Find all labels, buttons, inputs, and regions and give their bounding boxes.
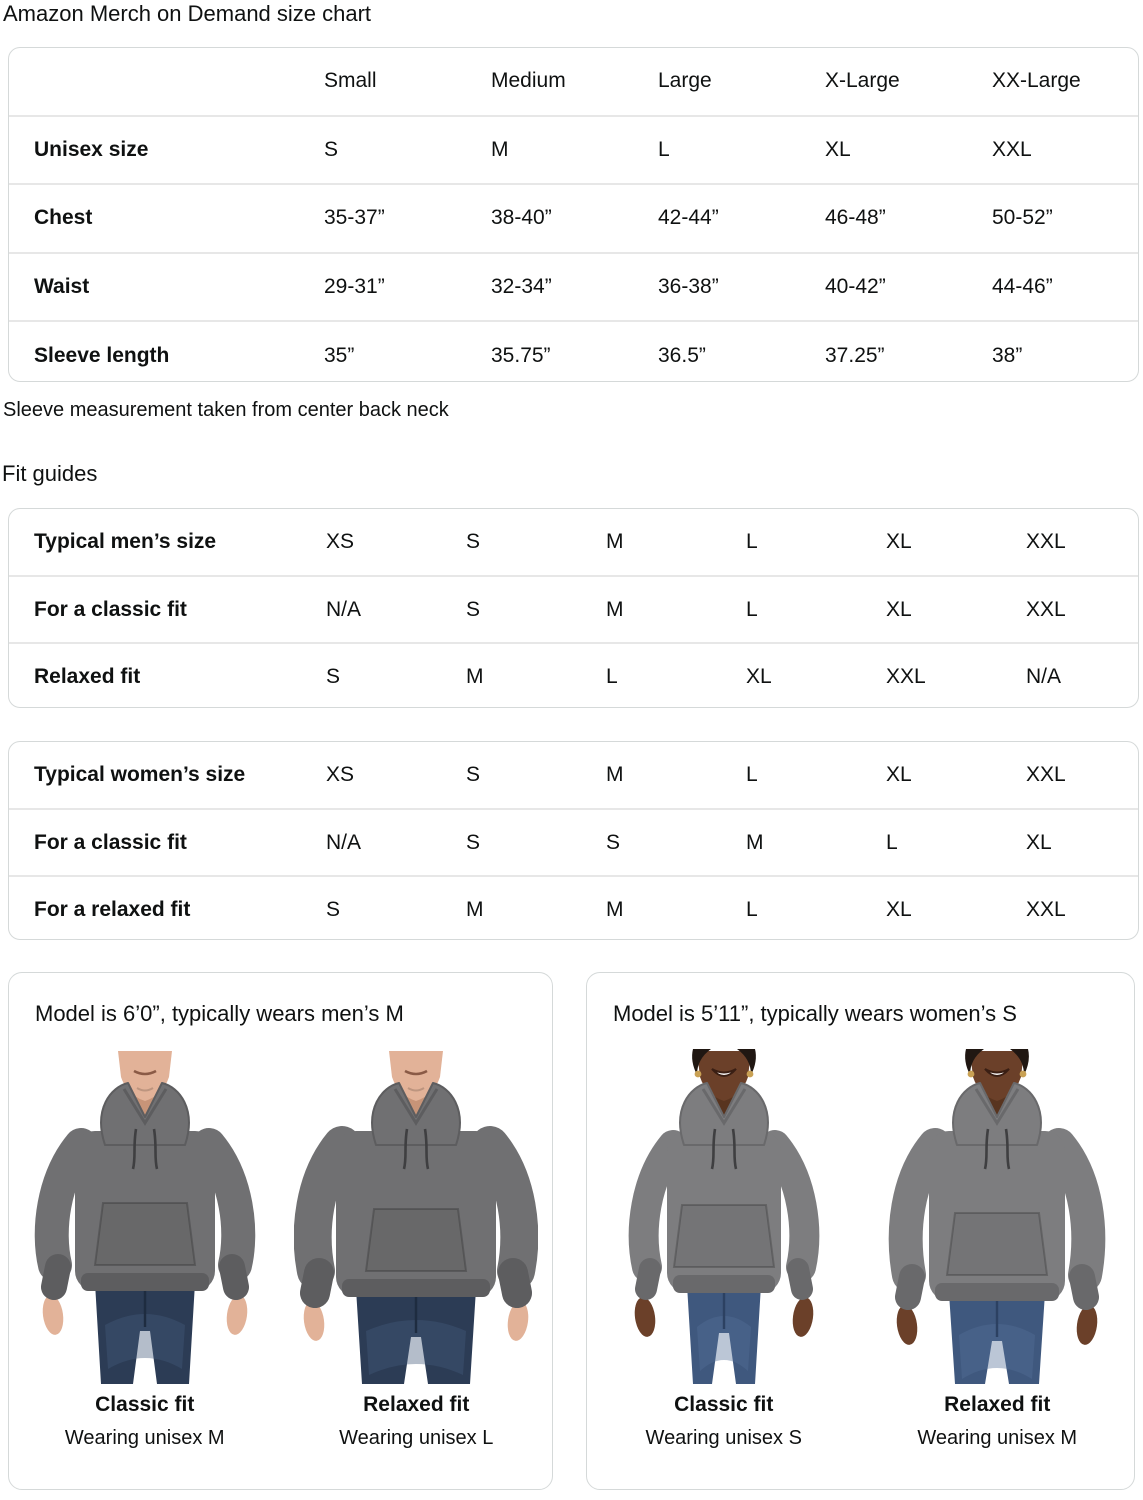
value-cell: S [466,762,481,786]
table-row [9,742,1138,808]
value-cell: 38-40” [491,206,552,230]
value-cell: M [466,898,484,922]
value-cell: XXL [1026,898,1066,922]
value-cell: N/A [326,597,362,621]
size-chart-table [8,47,1139,382]
fit-type-label: Relaxed fit [944,1393,1051,1416]
womens-model-figures [587,1039,1134,1450]
value-cell: L [746,529,758,553]
wearing-size-label: Wearing unisex L [339,1427,494,1449]
value-cell: XL [886,898,912,922]
model-figure-classic [9,1039,281,1450]
mens-model-figures [9,1039,552,1450]
column-header: Large [658,69,712,93]
value-cell: M [746,830,764,854]
value-cell: XS [326,762,355,786]
value-cell: XL [746,665,772,689]
value-cell: 36-38” [658,275,719,299]
value-cell: L [746,898,758,922]
table-row [9,875,1138,940]
value-cell: XXL [1026,762,1066,786]
value-cell: S [324,137,339,161]
mens-model-card [8,972,553,1490]
value-cell: 46-48” [825,206,886,230]
value-cell: 37.25” [825,343,885,367]
value-cell: M [606,762,624,786]
value-cell: M [606,597,624,621]
value-cell: XL [886,529,912,553]
value-cell: 36.5” [658,343,706,367]
value-cell: N/A [1026,665,1062,689]
value-cell: S [326,665,341,689]
value-cell: L [606,665,618,689]
value-cell: 32-34” [491,275,552,299]
value-cell: 40-42” [825,275,886,299]
value-cell: M [491,137,509,161]
column-header: Small [324,69,377,93]
row-label: Chest [34,206,93,230]
table-row [9,509,1138,575]
womens-model-heading: Model is 5’11”, typically wears women’s S [613,1001,1017,1026]
value-cell: XXL [886,665,926,689]
column-header: X-Large [825,69,900,93]
page-title: Amazon Merch on Demand size chart [3,1,372,26]
value-cell: XL [1026,830,1052,854]
table-row [9,575,1138,643]
value-cell: 42-44” [658,206,719,230]
value-cell: M [606,898,624,922]
row-label: Typical women’s size [34,762,246,786]
column-header: Medium [491,69,566,93]
model-figure-relaxed [861,1039,1135,1450]
value-cell: S [466,830,481,854]
row-label: For a classic fit [34,597,187,621]
value-cell: L [886,830,898,854]
table-row [9,808,1138,876]
model-photo [281,1039,553,1387]
value-cell: XXL [1026,529,1066,553]
value-cell: XS [326,529,355,553]
model-photo [587,1039,861,1387]
table-row [9,115,1138,184]
value-cell: M [606,529,624,553]
value-cell: XL [825,137,851,161]
value-cell: 44-46” [992,275,1053,299]
value-cell: S [326,898,341,922]
fit-guides-heading: Fit guides [2,461,98,486]
value-cell: N/A [326,830,362,854]
value-cell: L [746,597,758,621]
value-cell: 35-37” [324,206,385,230]
value-cell: XL [886,597,912,621]
table-row [9,320,1138,382]
fit-type-label: Relaxed fit [363,1393,470,1416]
womens-fit-table [8,741,1139,940]
value-cell: S [466,529,481,553]
model-figure-classic [587,1039,861,1450]
wearing-size-label: Wearing unisex S [645,1427,802,1449]
mens-fit-table [8,508,1139,708]
womens-model-card [586,972,1135,1490]
row-label: For a relaxed fit [34,898,191,922]
mens-model-heading: Model is 6’0”, typically wears men’s M [35,1001,404,1026]
table-header-row [9,48,1138,115]
value-cell: L [658,137,670,161]
sleeve-measurement-note: Sleeve measurement taken from center back neck [3,399,449,421]
model-figure-relaxed [281,1039,553,1450]
row-label: Unisex size [34,137,149,161]
row-label: For a classic fit [34,830,187,854]
value-cell: XL [886,762,912,786]
table-row [9,642,1138,708]
value-cell: 50-52” [992,206,1053,230]
row-label: Typical men’s size [34,529,217,553]
value-cell: S [466,597,481,621]
value-cell: S [606,830,621,854]
wearing-size-label: Wearing unisex M [917,1427,1078,1449]
table-row [9,183,1138,252]
model-photo [9,1039,281,1387]
value-cell: M [466,665,484,689]
value-cell: XXL [1026,597,1066,621]
row-label: Sleeve length [34,343,170,367]
column-header: XX-Large [992,69,1081,93]
value-cell: 38” [992,343,1023,367]
value-cell: 35.75” [491,343,551,367]
value-cell: 29-31” [324,275,385,299]
value-cell: XXL [992,137,1032,161]
value-cell: L [746,762,758,786]
table-row [9,252,1138,321]
row-label: Waist [34,275,90,299]
value-cell: 35” [324,343,355,367]
model-photo [861,1039,1135,1387]
fit-type-label: Classic fit [95,1393,195,1416]
wearing-size-label: Wearing unisex M [64,1427,225,1449]
row-label: Relaxed fit [34,665,141,689]
fit-type-label: Classic fit [674,1393,774,1416]
